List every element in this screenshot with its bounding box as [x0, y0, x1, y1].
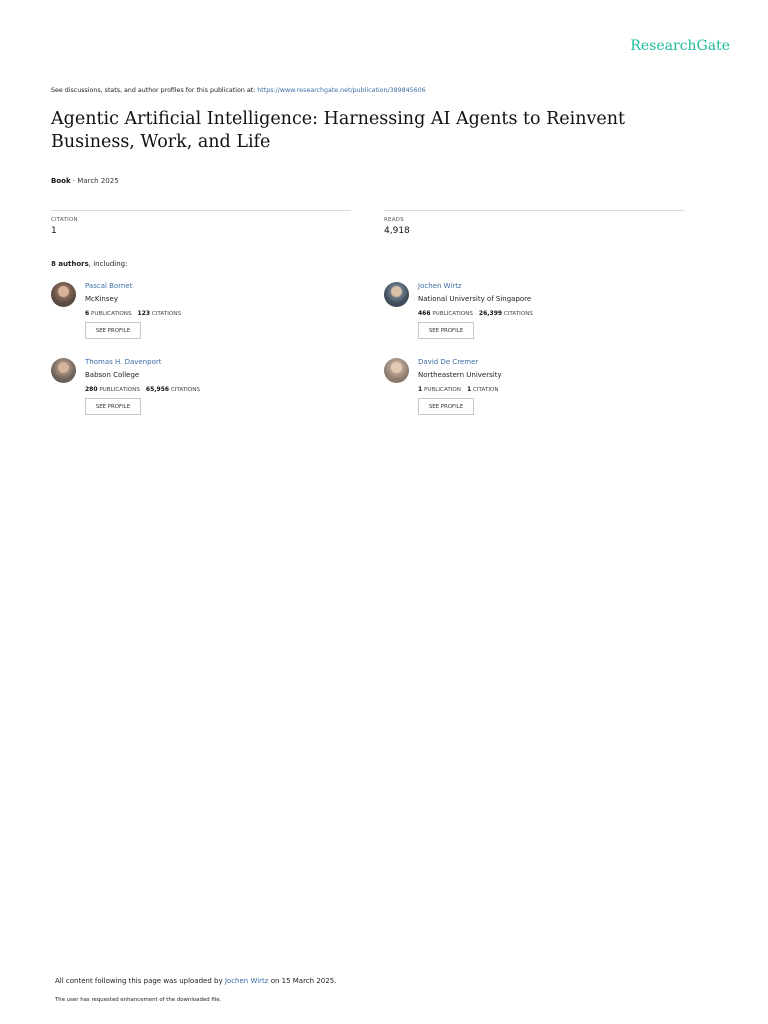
- citations-label: CITATION: [472, 387, 499, 393]
- authors-suffix: , including:: [88, 260, 128, 268]
- publication-title: Agentic Artificial Intelligence: Harnessing AI Agents to Reinvent Business, Work, and Life: [51, 109, 626, 152]
- discussion-prefix: See discussions, stats, and author profiles for this publication at:: [51, 87, 258, 94]
- publications-label: PUBLICATIONS: [432, 311, 473, 317]
- author-institution: National University of Singapore: [418, 295, 532, 303]
- citation-label: CITATION: [51, 217, 78, 223]
- citations-label: CITATIONS: [170, 387, 200, 393]
- citations-label: CITATIONS: [151, 311, 181, 317]
- upload-prefix: All content following this page was uploaded by: [55, 977, 225, 985]
- publications-label: PUBLICATIONS: [90, 311, 132, 317]
- publications-count: 466: [418, 310, 431, 317]
- author-name-link[interactable]: Pascal Bornet: [85, 282, 133, 290]
- uploader-link[interactable]: Jochen Wirtz: [224, 977, 269, 985]
- author-institution: McKinsey: [85, 295, 118, 303]
- reads-label: READS: [384, 217, 404, 223]
- upload-notice: [55, 977, 336, 985]
- author-institution: Babson College: [85, 371, 140, 379]
- authors-count: 8 authors: [51, 260, 89, 268]
- author-institution: Northeastern University: [418, 371, 502, 379]
- author-stats: [418, 386, 499, 393]
- avatar[interactable]: [51, 358, 76, 383]
- author-stats: [85, 310, 181, 317]
- author-stats: [418, 310, 533, 317]
- citations-label: CITATIONS: [503, 311, 533, 317]
- author-stats: [85, 386, 200, 393]
- discussion-line: [51, 87, 426, 94]
- see-profile-button[interactable]: SEE PROFILE: [418, 322, 474, 339]
- citations-count: 123: [137, 310, 151, 317]
- author-name-link[interactable]: Thomas H. Davenport: [85, 358, 162, 366]
- author-name-link[interactable]: Jochen Wirtz: [418, 282, 462, 290]
- see-profile-button[interactable]: SEE PROFILE: [418, 398, 474, 415]
- reads-stat: [384, 210, 684, 236]
- avatar[interactable]: [384, 358, 409, 383]
- publication-date: · March 2025: [70, 177, 119, 185]
- reads-value: 4,918: [384, 226, 410, 236]
- citation-value: 1: [51, 226, 57, 236]
- publication-url-link[interactable]: https://www.researchgate.net/publication/389845606: [257, 87, 426, 94]
- citations-count: 65,956: [145, 386, 170, 393]
- publications-count: 280: [85, 386, 98, 393]
- publications-count: 1: [418, 386, 423, 393]
- publication-type: Book: [51, 177, 71, 185]
- avatar[interactable]: [384, 282, 409, 307]
- researchgate-logo[interactable]: ResearchGate: [630, 38, 730, 54]
- citations-count: 26,399: [478, 310, 503, 317]
- see-profile-button[interactable]: SEE PROFILE: [85, 322, 141, 339]
- avatar[interactable]: [51, 282, 76, 307]
- author-card: [51, 282, 351, 346]
- citations-count: 1: [467, 386, 472, 393]
- publication-meta: [51, 177, 119, 185]
- citation-stat: [51, 210, 351, 236]
- enhancement-note: The user has requested enhancement of the downloaded file.: [55, 997, 222, 1003]
- author-card: [51, 358, 351, 422]
- publications-count: 6: [85, 310, 90, 317]
- upload-suffix: on 15 March 2025.: [268, 977, 337, 985]
- author-name-link[interactable]: David De Cremer: [418, 358, 479, 366]
- author-card: [384, 282, 684, 346]
- author-card: [384, 358, 684, 422]
- publications-label: PUBLICATION: [423, 387, 461, 393]
- see-profile-button[interactable]: SEE PROFILE: [85, 398, 141, 415]
- authors-heading: [51, 260, 127, 268]
- publications-label: PUBLICATIONS: [99, 387, 140, 393]
